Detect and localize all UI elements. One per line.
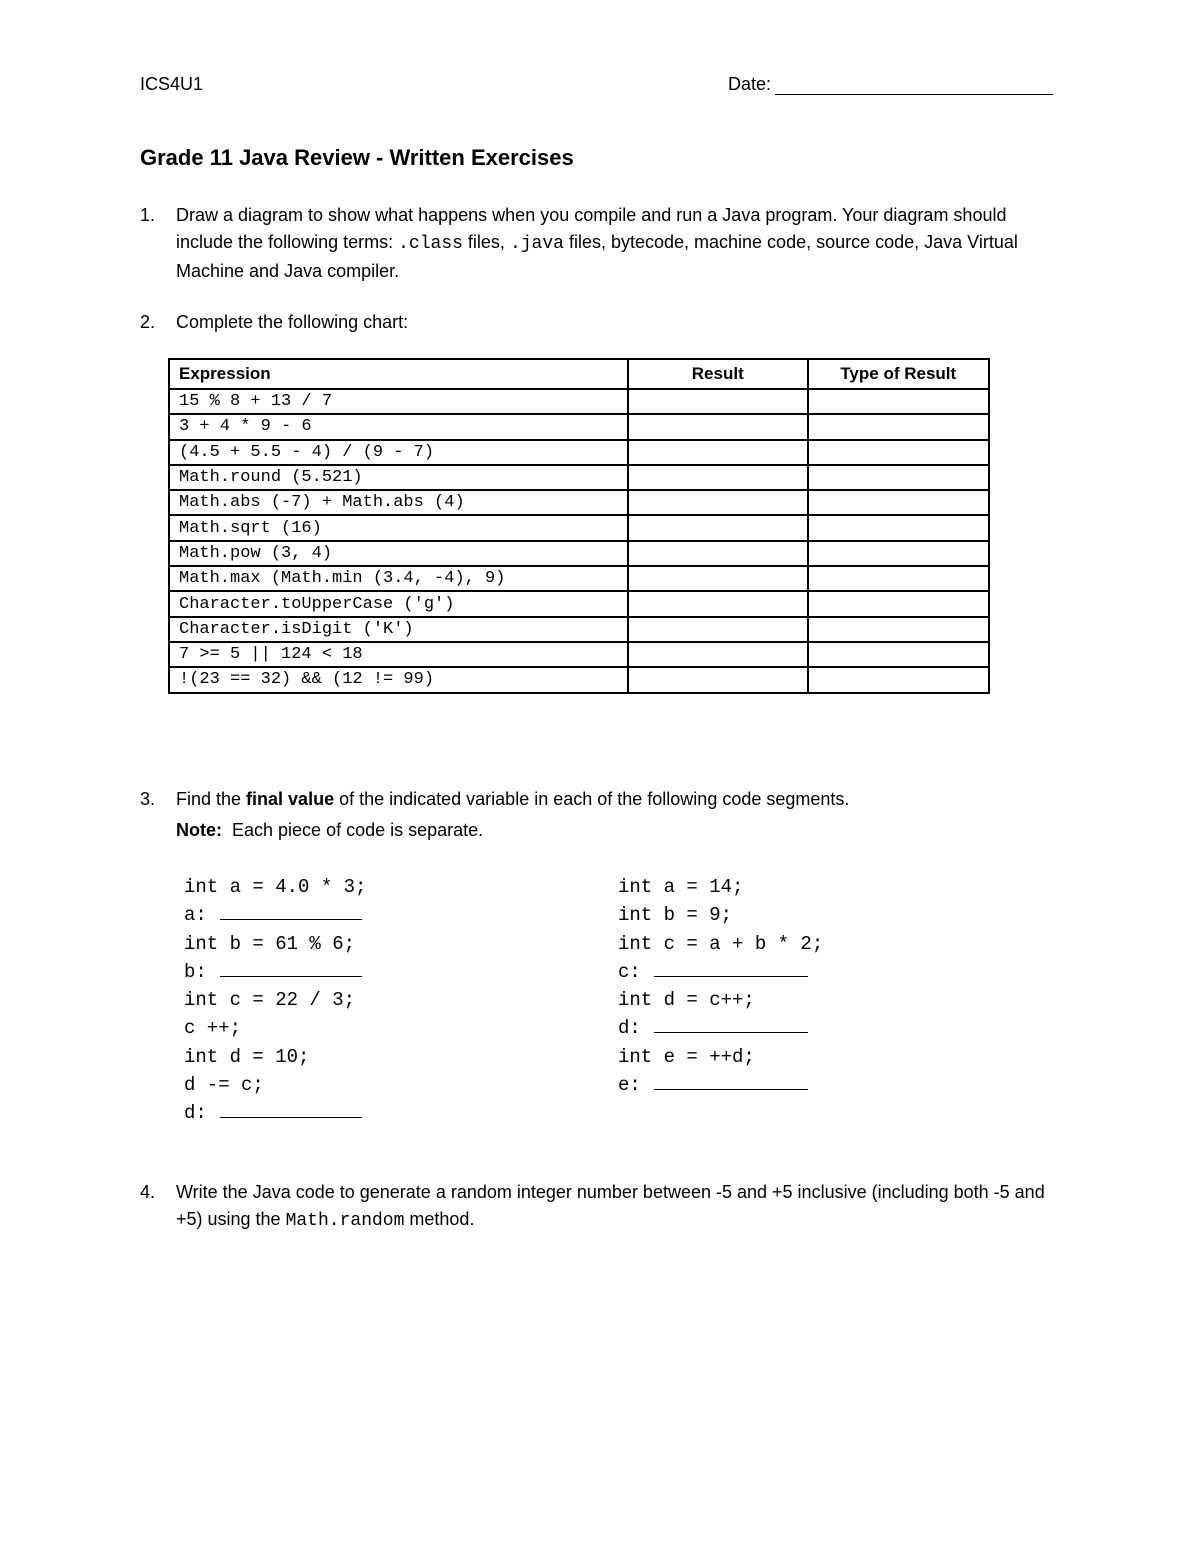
question-1-number: 1. [140,205,156,225]
chart-header-row [169,359,989,389]
question-3-text [176,786,1056,813]
type-of-result-cell[interactable] [808,617,990,642]
expression-cell: 7 >= 5 || 124 < 18 [169,642,628,667]
page-title: Grade 11 Java Review - Written Exercises [140,145,574,170]
code-text: d: [184,1102,219,1125]
code-text: int a = 14; [618,876,744,898]
code-line [184,986,366,1014]
code-line [618,958,823,986]
math-random-term: Math.random [285,1211,405,1231]
answer-blank[interactable] [220,1099,362,1118]
date-field [728,74,1053,95]
code-text: int a = 4.0 * 3; [184,876,367,898]
question-2-text: Complete the following chart: [176,312,409,332]
chart-row [169,465,989,490]
chart-row [169,414,989,439]
expression-cell: !(23 == 32) && (12 != 99) [169,667,628,692]
note-label: Note: [176,820,222,840]
code-segment-left [184,873,366,1128]
expression-cell: Math.sqrt (16) [169,515,628,540]
result-cell[interactable] [628,541,807,566]
expression-cell: 3 + 4 * 9 - 6 [169,414,628,439]
answer-blank[interactable] [220,901,362,920]
code-line [618,1043,823,1071]
code-text: int c = a + b * 2; [618,932,824,955]
expression-cell: Character.isDigit ('K') [169,617,628,642]
question-1-text-a: Draw a diagram to show what happens when you compile and run a Java program. Your diagram should include the following terms: [176,205,1007,252]
result-cell[interactable] [628,591,807,616]
expression-chart [168,358,990,694]
chart-row [169,440,989,465]
code-text: d: [618,1017,653,1040]
result-cell[interactable] [628,389,807,414]
question-3-bold: final value [246,789,335,809]
question-3-text-b: of the indicated variable in each of the following code segments. [334,789,850,809]
chart-row [169,591,989,616]
code-text: c: [618,960,653,983]
expression-cell: Math.round (5.521) [169,465,628,490]
question-4-number: 4. [140,1182,156,1202]
chart-row [169,389,989,414]
answer-blank[interactable] [654,958,808,977]
code-line [618,986,823,1014]
chart-row [169,541,989,566]
result-cell[interactable] [628,490,807,515]
answer-blank[interactable] [654,1014,808,1033]
result-cell[interactable] [628,667,807,692]
type-of-result-cell[interactable] [808,667,990,692]
result-cell[interactable] [628,465,807,490]
type-of-result-cell[interactable] [808,440,990,465]
code-line [184,901,366,929]
result-cell[interactable] [628,566,807,591]
expression-cell: Math.pow (3, 4) [169,541,628,566]
code-text: d -= c; [184,1074,264,1097]
chart-row [169,515,989,540]
code-text: int d = 10; [184,1045,310,1068]
expression-cell: Character.toUpperCase ('g') [169,591,628,616]
question-4-text [176,1179,1056,1235]
code-text: b: [184,960,219,983]
code-text: int d = c++; [618,989,755,1012]
result-cell[interactable] [628,414,807,439]
code-line [618,901,823,929]
question-3-note [176,817,1056,844]
code-text: e: [618,1074,653,1097]
note-text: Each piece of code is separate. [222,820,484,840]
type-of-result-cell[interactable] [808,515,990,540]
course-code: ICS4U1 [140,74,204,94]
chart-row [169,566,989,591]
code-line [618,1071,823,1099]
question-1-text-c: files, bytecode, machine code, source code, Java Virtual Machine and Java compiler. [176,232,1018,281]
type-of-result-cell[interactable] [808,591,990,616]
code-text: a: [184,904,219,927]
result-cell[interactable] [628,642,807,667]
question-2-number: 2. [140,312,156,332]
code-text: int e = ++d; [618,1045,755,1068]
code-segment-right [618,873,823,1099]
java-code-term: .java [509,234,564,254]
code-line [184,958,366,986]
date-blank-line [775,76,1053,95]
code-line [184,1043,366,1071]
question-4-text-b: method. [404,1209,475,1229]
code-line [618,930,823,958]
chart-row [169,490,989,515]
type-of-result-cell[interactable] [808,566,990,591]
question-3-number: 3. [140,789,156,809]
header-result: Result [628,359,807,389]
chart-row [169,642,989,667]
code-line [184,1099,366,1127]
question-1-text-b: files, [462,232,510,252]
header-expression: Expression [169,359,628,389]
result-cell[interactable] [628,515,807,540]
code-line [184,1014,366,1042]
expression-cell: Math.abs (-7) + Math.abs (4) [169,490,628,515]
code-text: int b = 61 % 6; [184,932,356,955]
type-of-result-cell[interactable] [808,541,990,566]
header-type-of-result: Type of Result [808,359,990,389]
expression-cell: 15 % 8 + 13 / 7 [169,389,628,414]
result-cell[interactable] [628,440,807,465]
code-text: int b = 9; [618,904,733,927]
type-of-result-cell[interactable] [808,642,990,667]
code-line [618,1014,823,1042]
question-4-text-a: Write the Java code to generate a random integer number between -5 and +5 inclusive (including both -5 and +5) using the [176,1182,1045,1229]
code-line [184,873,366,901]
type-of-result-cell[interactable] [808,490,990,515]
question-1-text [176,202,1056,285]
chart-row [169,617,989,642]
result-cell[interactable] [628,617,807,642]
expression-cell: (4.5 + 5.5 - 4) / (9 - 7) [169,440,628,465]
code-line [184,930,366,958]
answer-blank[interactable] [654,1071,808,1090]
type-of-result-cell[interactable] [808,414,990,439]
type-of-result-cell[interactable] [808,465,990,490]
type-of-result-cell[interactable] [808,389,990,414]
question-3-text-a: Find the [176,789,247,809]
date-label: Date: [728,74,772,94]
code-text: c ++; [184,1017,242,1040]
answer-blank[interactable] [220,958,362,977]
code-text: int c = 22 / 3; [184,989,356,1012]
chart-row [169,667,989,692]
code-line [184,1071,366,1099]
expression-cell: Math.max (Math.min (3.4, -4), 9) [169,566,628,591]
code-line [618,873,823,901]
class-code-term: .class [398,234,463,254]
